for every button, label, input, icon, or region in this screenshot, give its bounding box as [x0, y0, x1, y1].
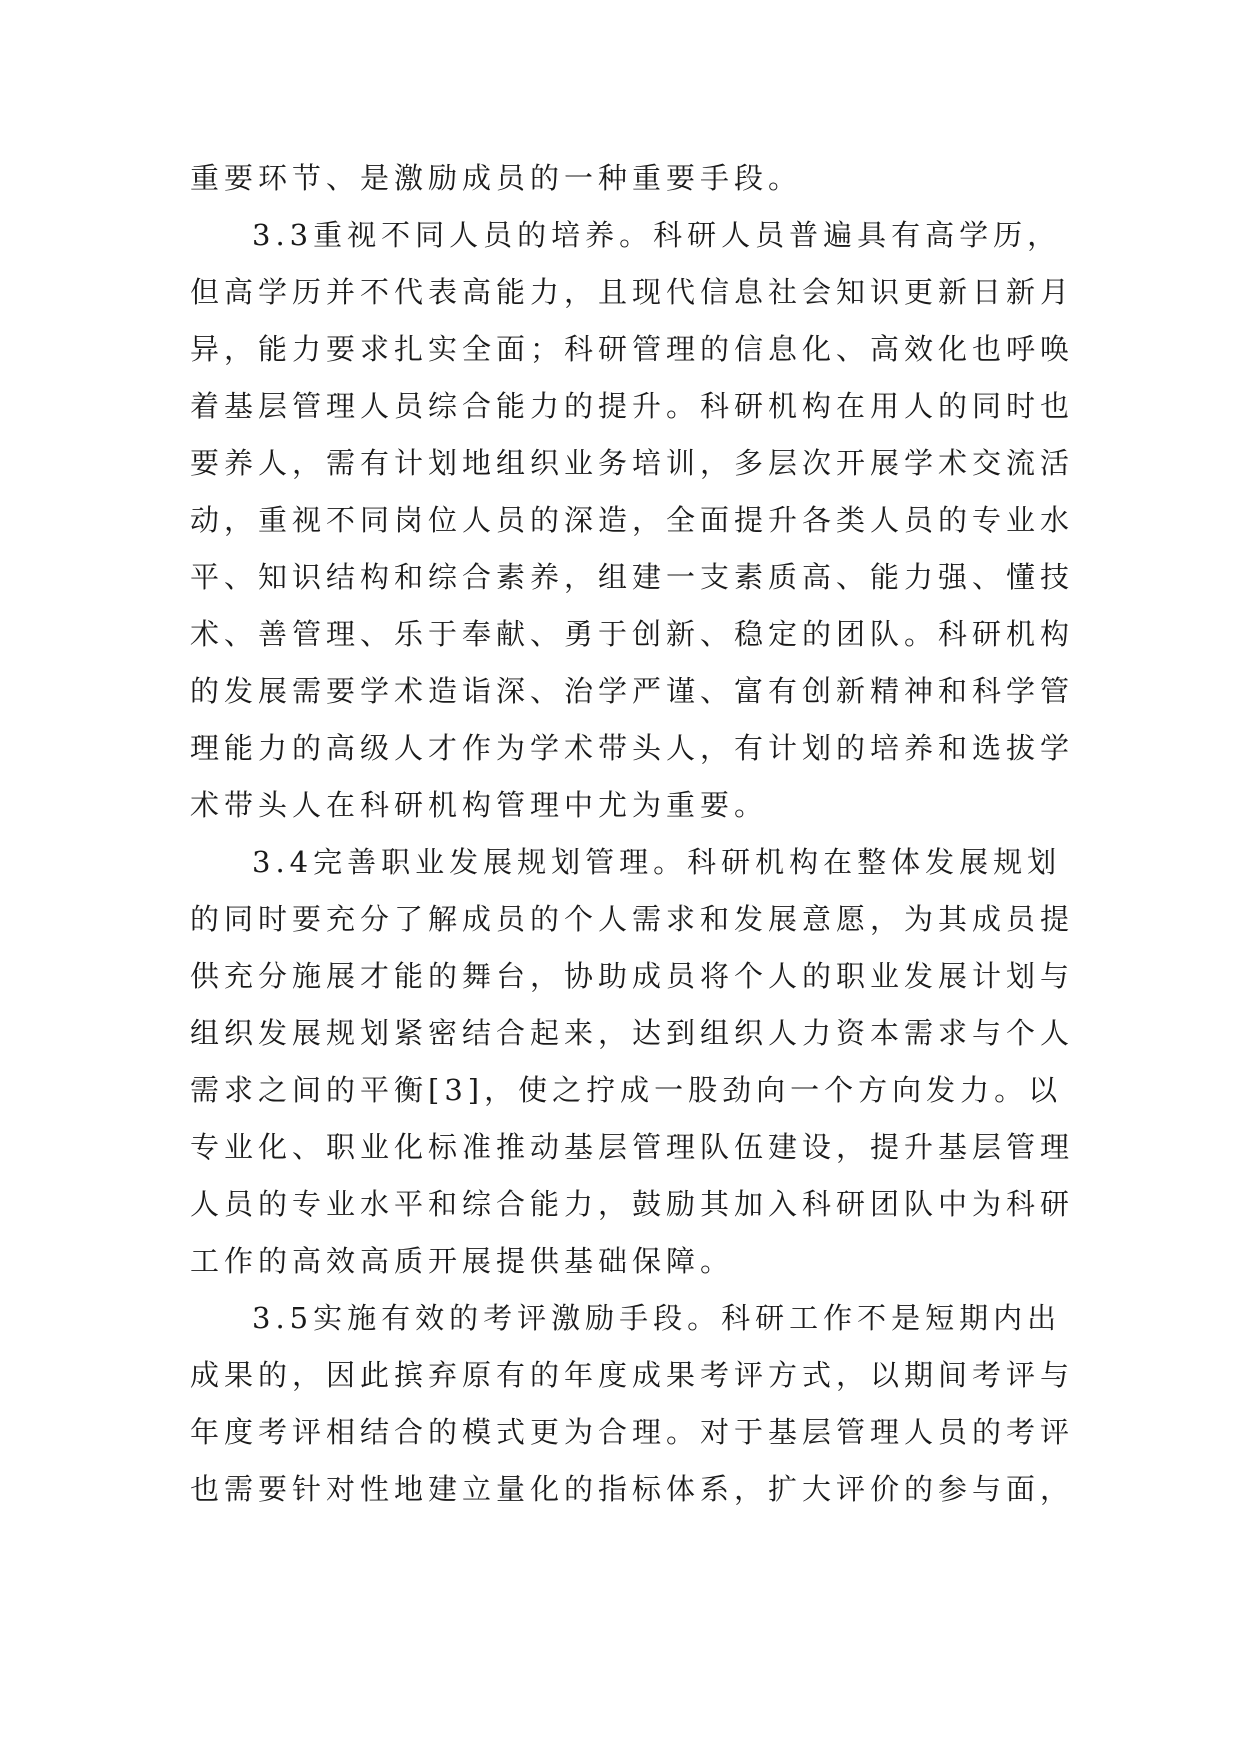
text-line: 人员的专业水平和综合能力，鼓励其加入科研团队中为科研: [190, 1187, 1075, 1221]
text-line: 的同时要充分了解成员的个人需求和发展意愿，为其成员提: [190, 902, 1075, 936]
text-line: 供充分施展才能的舞台，协助成员将个人的职业发展计划与: [190, 959, 1075, 993]
section-3-3-heading-line: 3.3重视不同人员的培养。科研人员普遍具有高学历，: [252, 218, 1062, 252]
text-line: 也需要针对性地建立量化的指标体系，扩大评价的参与面，: [190, 1472, 1075, 1506]
text-line: 成果的，因此摈弃原有的年度成果考评方式，以期间考评与: [190, 1358, 1075, 1392]
text-line: 重要环节、是激励成员的一种重要手段。: [190, 161, 803, 195]
text-line: 但高学历并不代表高能力，且现代信息社会知识更新日新月: [190, 275, 1075, 309]
text-line: 异，能力要求扎实全面；科研管理的信息化、高效化也呼唤: [190, 332, 1075, 366]
section-3-4-heading-line: 3.4完善职业发展规划管理。科研机构在整体发展规划: [252, 845, 1062, 879]
text-line: 组织发展规划紧密结合起来，达到组织人力资本需求与个人: [190, 1016, 1075, 1050]
text-line: 工作的高效高质开展提供基础保障。: [190, 1244, 735, 1278]
text-line: 动，重视不同岗位人员的深造，全面提升各类人员的专业水: [190, 503, 1075, 537]
text-line: 理能力的高级人才作为学术带头人，有计划的培养和选拔学: [190, 731, 1075, 765]
text-line: 术带头人在科研机构管理中尤为重要。: [190, 788, 769, 822]
section-3-5-heading-line: 3.5实施有效的考评激励手段。科研工作不是短期内出: [252, 1301, 1062, 1335]
text-line: 着基层管理人员综合能力的提升。科研机构在用人的同时也: [190, 389, 1075, 423]
text-line: 年度考评相结合的模式更为合理。对于基层管理人员的考评: [190, 1415, 1075, 1449]
text-line: 术、善管理、乐于奉献、勇于创新、稳定的团队。科研机构: [190, 617, 1075, 651]
text-line: 专业化、职业化标准推动基层管理队伍建设，提升基层管理: [190, 1130, 1075, 1164]
text-line: 要养人，需有计划地组织业务培训，多层次开展学术交流活: [190, 446, 1075, 480]
text-line: 平、知识结构和综合素养，组建一支素质高、能力强、懂技: [190, 560, 1075, 594]
text-line: 的发展需要学术造诣深、治学严谨、富有创新精神和科学管: [190, 674, 1075, 708]
text-line: 需求之间的平衡[3]，使之拧成一股劲向一个方向发力。以: [190, 1073, 1063, 1107]
